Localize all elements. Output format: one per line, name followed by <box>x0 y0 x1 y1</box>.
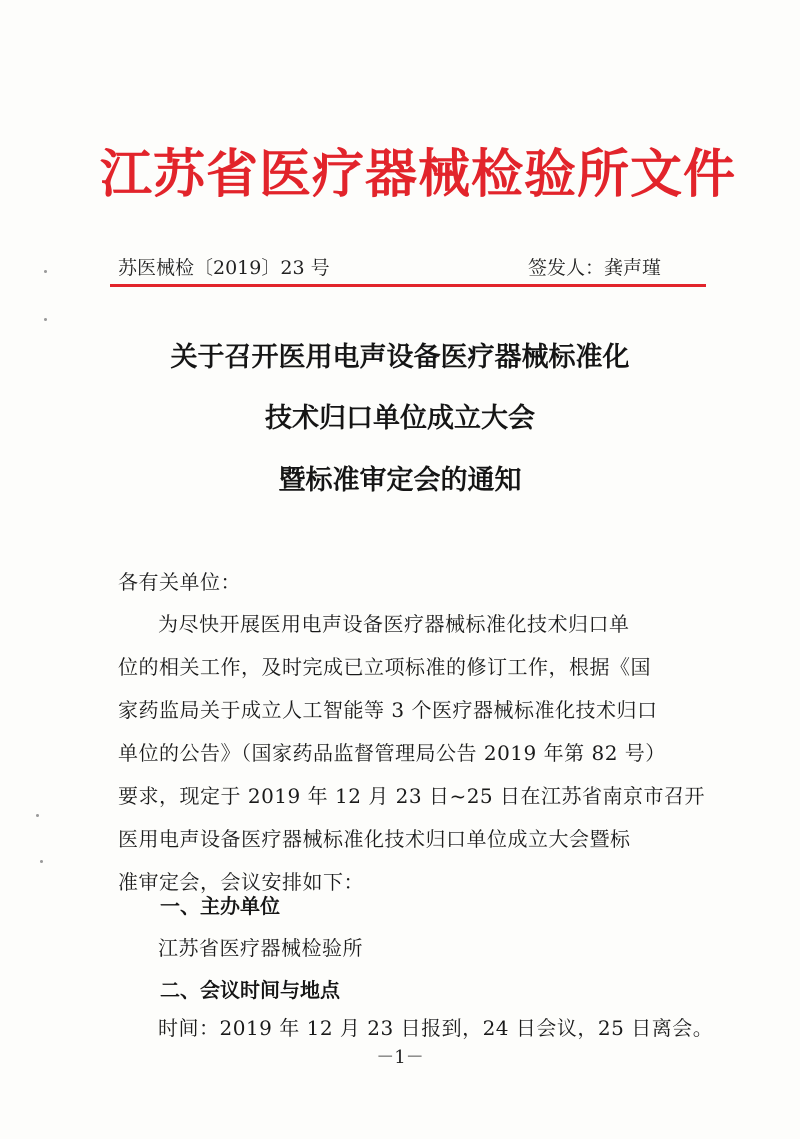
salutation: 各有关单位： <box>118 570 241 594</box>
scan-speck <box>44 318 47 321</box>
section-text-organizer: 江苏省医疗器械检验所 <box>158 936 363 960</box>
document-number: 苏医械检〔2019〕23 号 <box>118 257 330 279</box>
document-issuer: 签发人：龚声瑾 <box>528 257 662 279</box>
document-title-line-3: 暨标准审定会的通知 <box>278 465 522 496</box>
paragraph-line: 医用电声设备医疗器械标准化技术归口单位成立大会暨标 <box>118 827 631 851</box>
document-title-line-2: 技术归口单位成立大会 <box>265 403 535 434</box>
section-heading-organizer: 一、主办单位 <box>160 894 280 918</box>
paragraph-line: 为尽快开展医用电声设备医疗器械标准化技术归口单 <box>158 612 630 636</box>
paragraph-line: 要求，现定于 2019 年 12 月 23 日~25 日在江苏省南京市召开 <box>118 784 706 808</box>
paragraph-line: 单位的公告》（国家药品监督管理局公告 2019 年第 82 号） <box>118 741 666 765</box>
paragraph-line: 位的相关工作，及时完成已立项标准的修订工作，根据《国 <box>118 655 651 679</box>
document-header-title: 江苏省医疗器械检验所文件 <box>100 144 737 205</box>
paragraph-line: 准审定会，会议安排如下： <box>118 870 364 894</box>
scan-speck <box>40 860 43 863</box>
section-heading-time-place: 二、会议时间与地点 <box>160 978 340 1002</box>
scan-speck <box>44 270 47 273</box>
section-text-time: 时间：2019 年 12 月 23 日报到，24 日会议，25 日离会。 <box>158 1016 714 1040</box>
page-number: －1－ <box>376 1047 424 1068</box>
header-red-rule <box>110 284 706 287</box>
paragraph-line: 家药监局关于成立人工智能等 3 个医疗器械标准化技术归口 <box>118 698 658 722</box>
scan-speck <box>36 814 39 817</box>
document-title-line-1: 关于召开医用电声设备医疗器械标准化 <box>170 342 630 373</box>
